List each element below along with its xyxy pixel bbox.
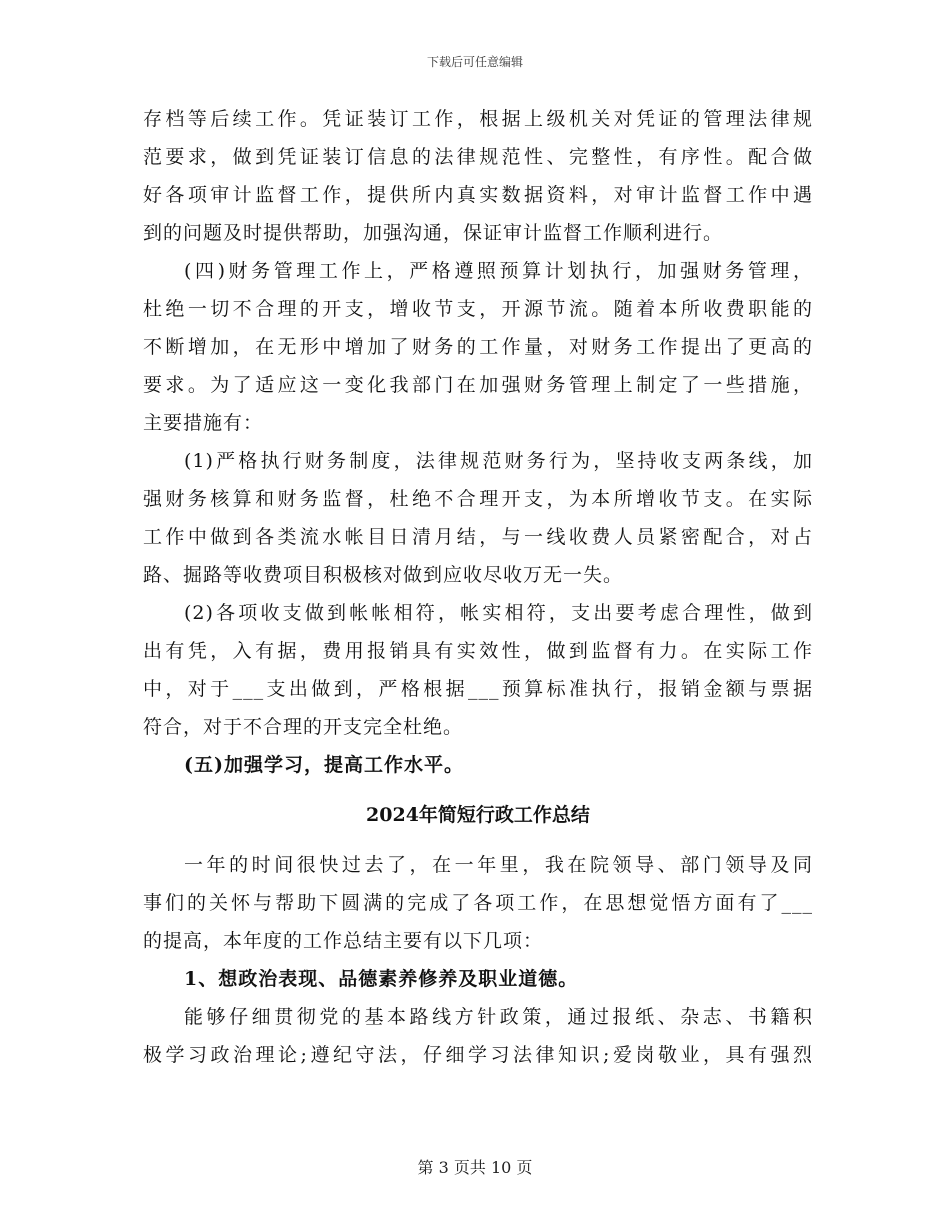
- paragraph-line: 中，对于___支出做到，严格根据___预算标准执行，报销金额与票据: [143, 678, 813, 700]
- paragraph-line: (1)严格执行财务制度，法律规范财务行为，坚持收支两条线，加: [184, 450, 813, 472]
- paragraph-line: 不断增加，在无形中增加了财务的工作量，对财务工作提出了更高的: [143, 336, 813, 358]
- paragraph-line: 到的问题及时提供帮助，加强沟通，保证审计监督工作顺利进行。: [143, 222, 724, 244]
- paragraph-line: 一年的时间很快过去了，在一年里，我在院领导、部门领导及同: [184, 854, 813, 876]
- paragraph-line: 符合，对于不合理的开支完全杜绝。: [143, 716, 464, 738]
- paragraph-line: 存档等后续工作。凭证装订工作，根据上级机关对凭证的管理法律规: [143, 108, 813, 130]
- section-heading: 1、想政治表现、品德素养修养及职业道德。: [184, 968, 579, 990]
- paragraph-line: 路、掘路等收费项目积极核对做到应收尽收万无一失。: [143, 564, 624, 586]
- paragraph-line: 的提高，本年度的工作总结主要有以下几项：: [143, 930, 544, 952]
- paragraph-line: 范要求，做到凭证装订信息的法律规范性、完整性，有序性。配合做: [143, 146, 813, 168]
- paragraph-line: 要求。为了适应这一变化我部门在加强财务管理上制定了一些措施，: [143, 374, 813, 396]
- paragraph-line: 强财务核算和财务监督，杜绝不合理开支，为本所增收节支。在实际: [143, 488, 813, 510]
- document-title: 2024年简短行政工作总结: [366, 804, 590, 826]
- paragraph-line: 主要措施有：: [143, 412, 264, 434]
- paragraph-line: (四)财务管理工作上，严格遵照预算计划执行，加强财务管理，: [184, 260, 813, 282]
- paragraph-line: 能够仔细贯彻党的基本路线方针政策，通过报纸、杂志、书籍积: [184, 1006, 813, 1028]
- paragraph-line: 事们的关怀与帮助下圆满的完成了各项工作，在思想觉悟方面有了___: [143, 892, 813, 914]
- paragraph-line: 工作中做到各类流水帐目日清月结，与一线收费人员紧密配合，对占: [143, 526, 813, 548]
- paragraph-line: 好各项审计监督工作，提供所内真实数据资料，对审计监督工作中遇: [143, 184, 813, 206]
- paragraph-line: 极学习政治理论;遵纪守法，仔细学习法律知识;爱岗敬业，具有强烈: [143, 1044, 813, 1066]
- page-footer: 第 3 页共 10 页: [417, 1158, 533, 1177]
- section-heading: (五)加强学习，提高工作水平。: [184, 754, 464, 776]
- document-body: [143, 100, 813, 1074]
- paragraph-line: (2)各项收支做到帐帐相符，帐实相符，支出要考虑合理性，做到: [184, 602, 813, 624]
- paragraph-line: 杜绝一切不合理的开支，增收节支，开源节流。随着本所收费职能的: [143, 298, 813, 320]
- paragraph-line: 出有凭，入有据，费用报销具有实效性，做到监督有力。在实际工作: [143, 640, 813, 662]
- page-header: 下载后可任意编辑: [426, 55, 523, 69]
